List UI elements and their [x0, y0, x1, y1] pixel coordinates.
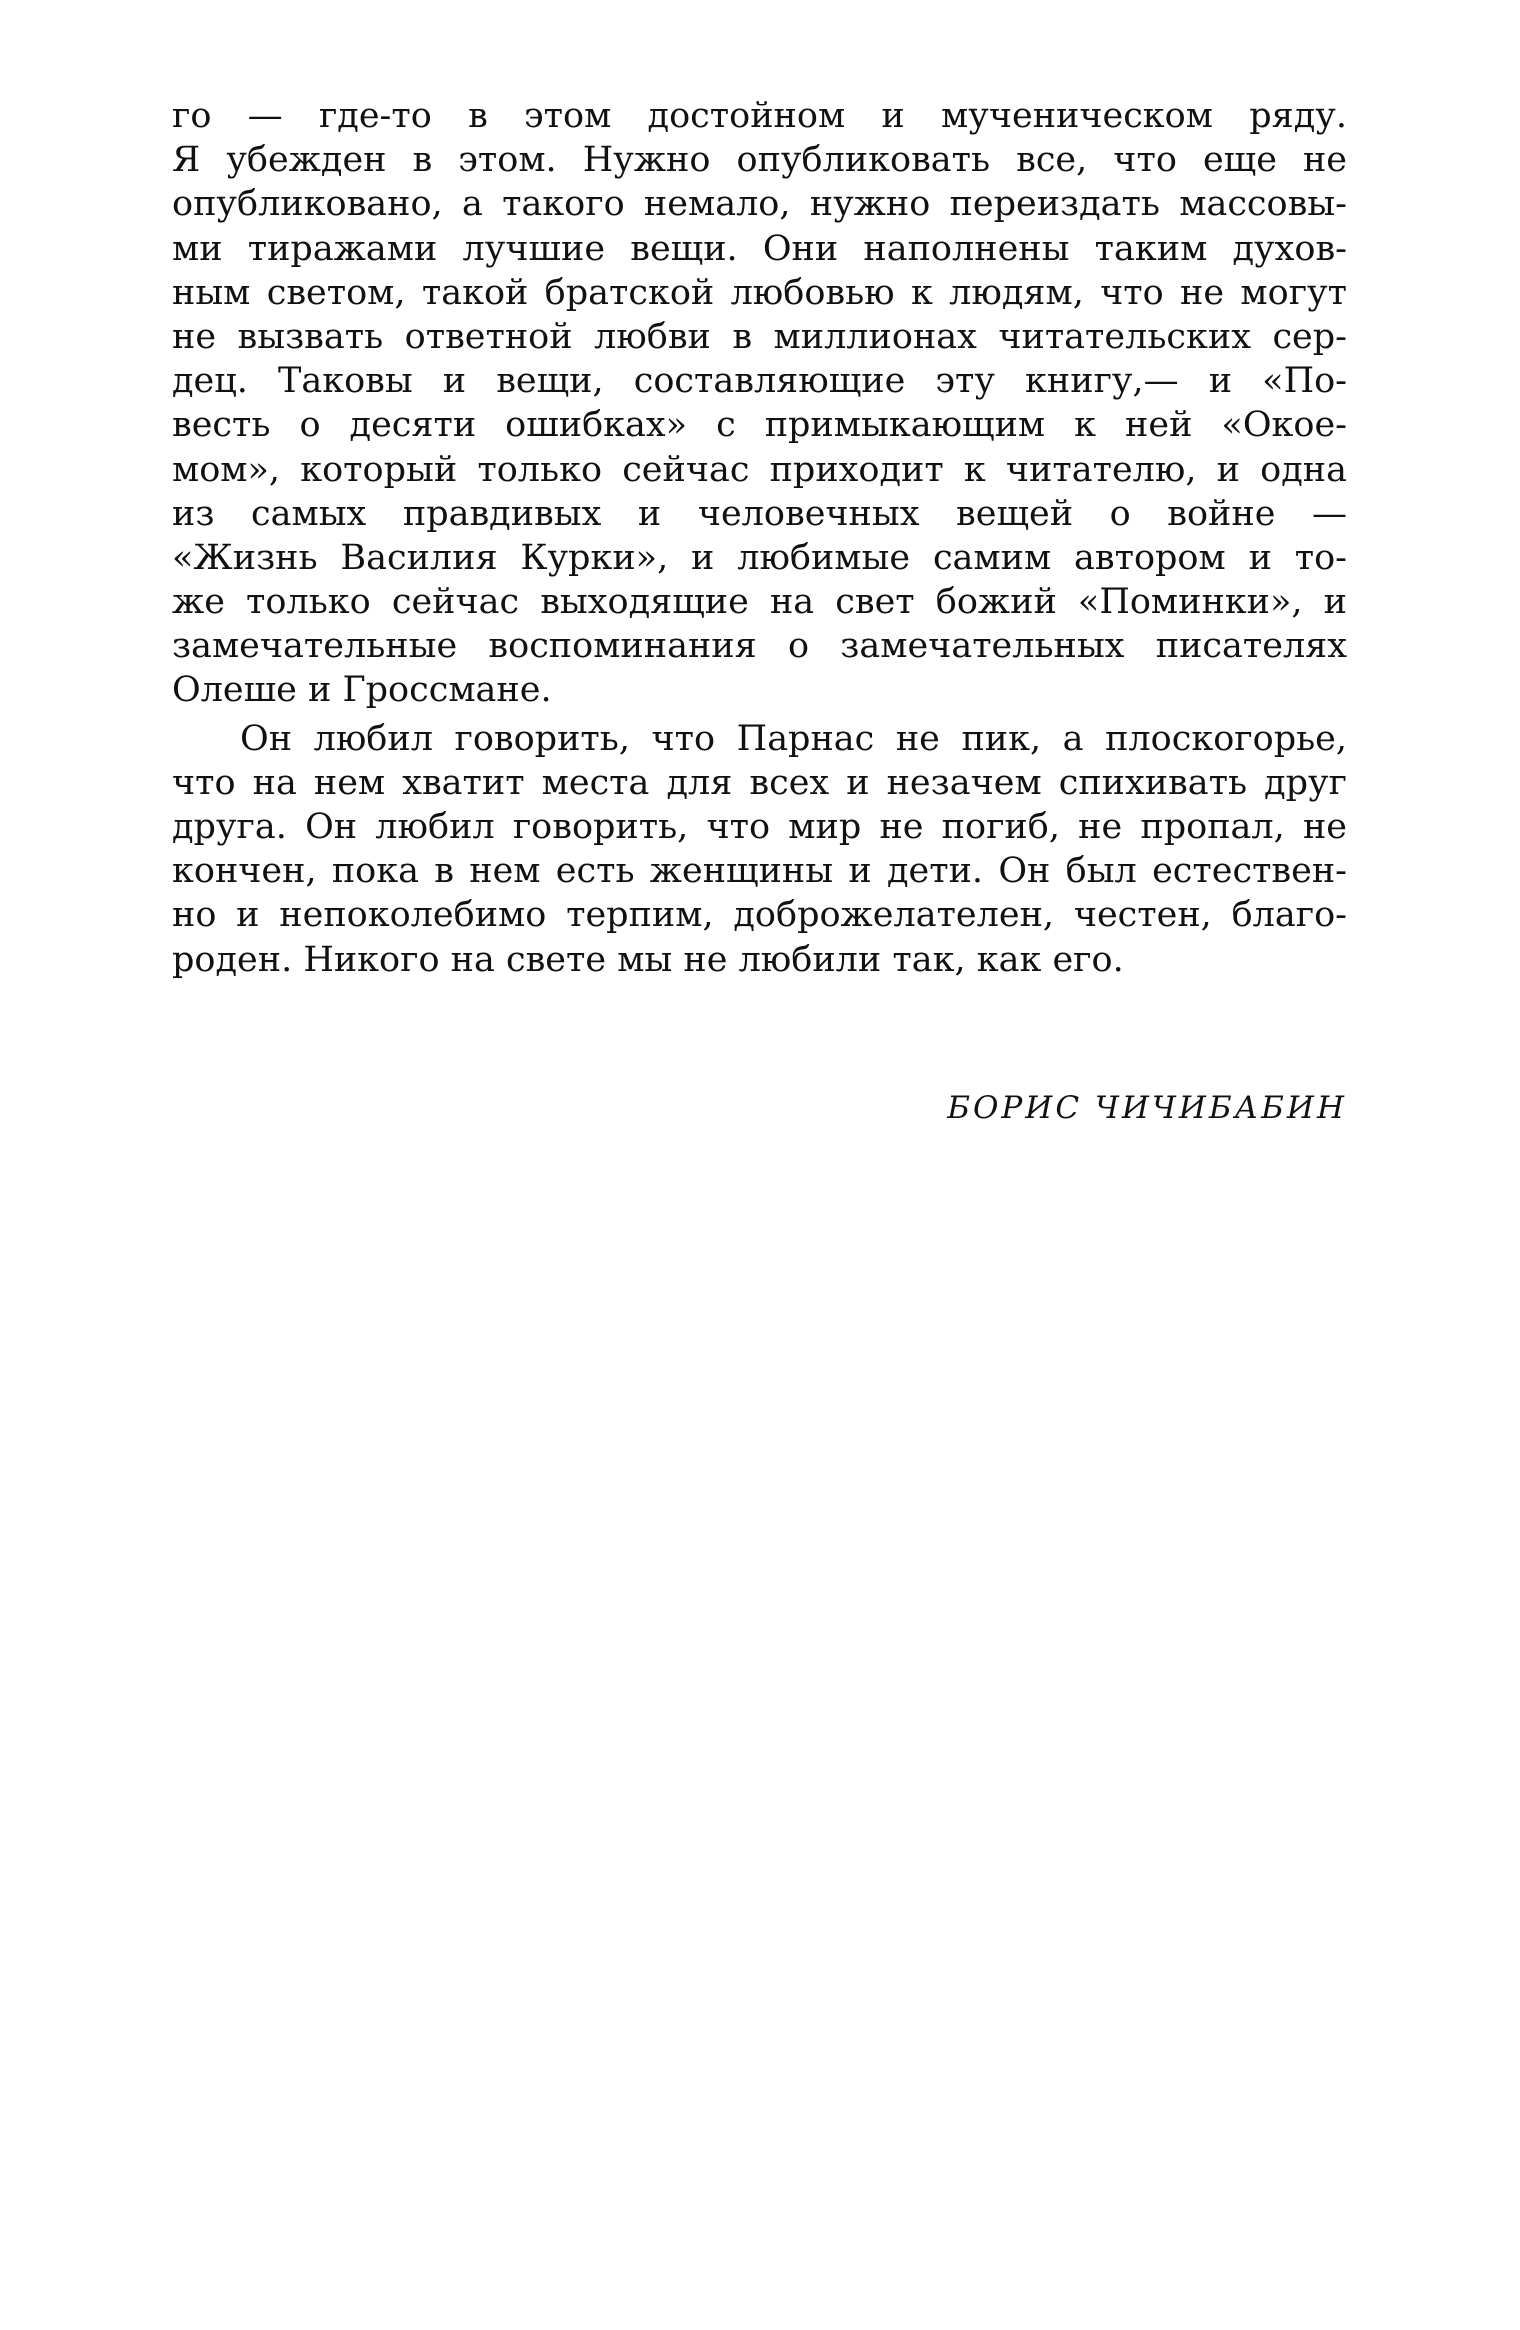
text-line: весть о десяти ошибках» с примыкающим к ней «Окое-	[172, 405, 1347, 446]
text-line: друга. Он любил говорить, что мир не погиб, не пропал, не	[172, 807, 1347, 847]
text-line: го — где-то в этом достойном и мученическом ряду.	[172, 96, 1347, 136]
text-line: кончен, пока в нем есть женщины и дети. Он был естествен-	[172, 851, 1347, 892]
text-line: «Жизнь Василия Курки», и любимые самим автором и то-	[172, 537, 1347, 578]
text-line: дец. Таковы и вещи, составляющие эту книгу,— и «По-	[172, 361, 1347, 402]
text-line: опубликовано, а такого немало, нужно переиздать массовы-	[172, 184, 1347, 225]
text-line: ным светом, такой братской любовью к людям, что не могут	[172, 272, 1347, 313]
document-body	[172, 94, 1347, 982]
text-line: ми тиражами лучшие вещи. Они наполнены таким духов-	[172, 228, 1347, 269]
text-line: не вызвать ответной любви в миллионах читательских сер-	[172, 316, 1347, 357]
author-signature: БОРИС ЧИЧИБАБИН	[947, 1090, 1347, 1126]
text-line: Олеше и Гроссмане.	[172, 670, 552, 711]
paragraph-1	[172, 94, 1347, 713]
text-line: же только сейчас выходящие на свет божий «Поминки», и	[172, 582, 1347, 623]
text-line: роден. Никого на свете мы не любили так, как его.	[172, 939, 1124, 980]
text-line: что на нем хватит места для всех и незачем спихивать друг	[172, 762, 1347, 803]
text-line: замечательные воспоминания о замечательных писателях	[172, 626, 1347, 667]
text-line: Он любил говорить, что Парнас не пик, а плоскогорье,	[240, 718, 1347, 759]
text-line: Я убежден в этом. Нужно опубликовать все, что еще не	[172, 140, 1347, 181]
paragraph-2	[172, 717, 1347, 982]
text-line: но и непоколебимо терпим, доброжелателен, честен, благо-	[172, 895, 1347, 936]
text-line: из самых правдивых и человечных вещей о войне —	[172, 493, 1347, 534]
text-line: мом», который только сейчас приходит к читателю, и одна	[172, 449, 1347, 490]
